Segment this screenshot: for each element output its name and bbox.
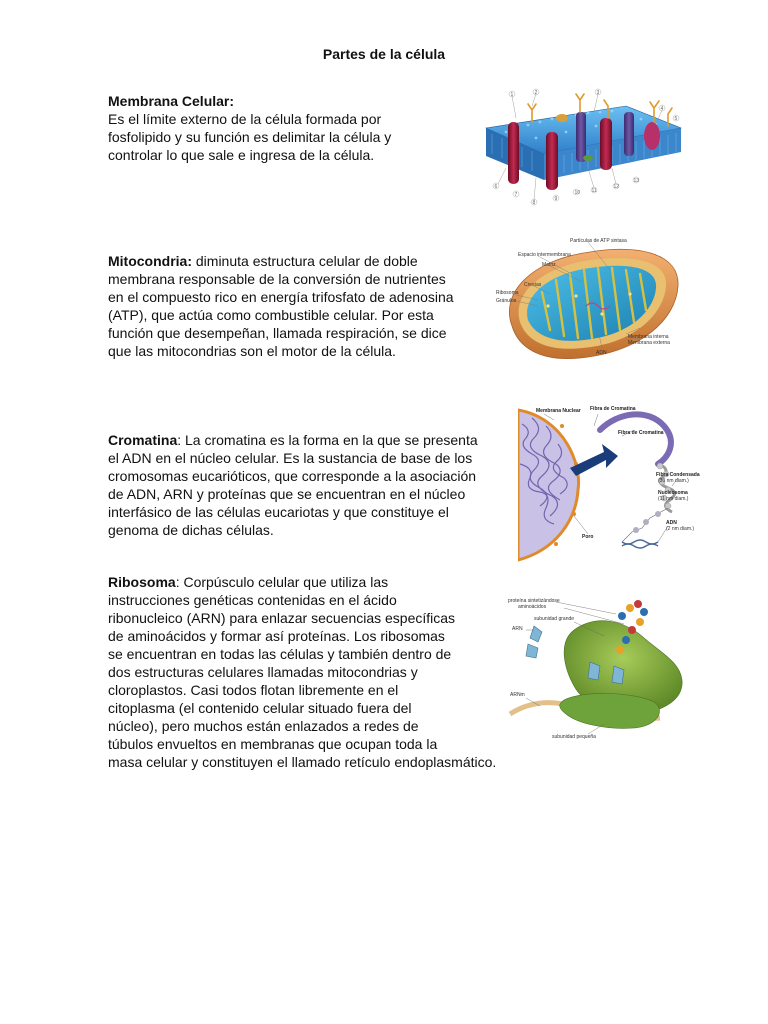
section-mitocondria [108,252,454,360]
mitochondria-illustration [490,234,690,366]
svg-text:4: 4 [660,106,664,112]
section-text: Es el límite externo de la célula formada por fosfolipido y su función es delimitar la célula y controlar lo que sale e ingresa de la célula. [108,111,392,163]
svg-text:1: 1 [510,92,514,98]
svg-text:10: 10 [574,190,581,196]
section-ribosoma [108,573,496,771]
membrane-protein [508,122,519,184]
svg-text:Fibra de Cromatina: Fibra de Cromatina [618,430,664,436]
svg-text:Espacio intermembrana: Espacio intermembrana [518,252,571,258]
svg-text:6: 6 [494,184,498,190]
svg-text:7: 7 [514,192,518,198]
svg-text:Fibra de Cromatina: Fibra de Cromatina [590,406,636,412]
section-text: : La cromatina es la forma en la que se presenta el ADN en el núcleo celular. Es la sustancia de base de los cromosomas eucarióticos, que corresponde a la asociación de ADN, ARN y proteínas que se encuentran en el núcleo interfásico de las células eucariotas y que constituye el genoma de dichas células. [108,432,478,538]
svg-text:Membrana interna: Membrana interna [628,334,669,340]
svg-text:Nucleosoma: Nucleosoma [658,490,688,496]
svg-text:(30 nm diam.): (30 nm diam.) [658,478,689,484]
svg-text:subunidad pequeña: subunidad pequeña [552,734,596,740]
section-membrana [108,92,391,164]
membrane-illustration [476,88,688,216]
svg-text:Gránulos: Gránulos [496,298,517,304]
section-heading: Ribosoma [108,574,176,590]
svg-text:12: 12 [613,184,620,190]
svg-text:subunidad grande: subunidad grande [534,616,575,622]
section-text: : Corpúsculo celular que utiliza las instrucciones genéticas contenidas en el ácido ribonucleico (ARN) para enlazar secuencias específicas de aminoácidos y formar así proteínas. Los ribosomas se encuentran en todas las células y también dentro de dos estructuras celulares llamadas mitocondrias y cloroplastos. Casi todos flotan libremente en el citoplasma (el contenido celular situado fuera del núcleo), pero muchos están enlazados a redes de túbulos envueltos en membranas que ocupan toda la masa celular y constituyen el llamado retículo endoplasmático. [108,574,497,770]
svg-text:Matriz: Matriz [542,262,556,268]
svg-text:Poro: Poro [582,534,594,540]
svg-text:(11 nm diam.): (11 nm diam.) [658,496,689,502]
svg-text:ADN: ADN [666,520,677,526]
svg-text:2: 2 [534,90,538,96]
svg-text:3: 3 [596,90,600,96]
svg-text:Membrana externa: Membrana externa [628,340,670,346]
section-heading: Membrana Celular: [108,93,235,109]
svg-text:13: 13 [633,178,640,184]
svg-text:Membrana Nuclear: Membrana Nuclear [536,408,581,414]
section-cromatina [108,431,478,539]
svg-text:ADN: ADN [596,350,607,356]
svg-text:9: 9 [554,196,558,202]
svg-text:5: 5 [674,116,678,122]
svg-text:8: 8 [532,200,536,206]
section-text: diminuta estructura celular de doble membrana responsable de la conversión de nutrientes en el compuesto rico en energía trifosfato de adenosina (ATP), que actúa como combustible celular. Por esta función que desempeñan, llamada respiración, se dice que las mitocondrias son el motor de la célula. [108,253,454,359]
svg-text:Ribosoma: Ribosoma [496,290,519,296]
section-heading: Mitocondria: [108,253,192,269]
svg-text:11: 11 [591,188,597,194]
svg-text:Fibra Condensada: Fibra Condensada [656,472,700,478]
svg-text:ARN: ARN [512,626,523,632]
svg-text:(2 nm diam.): (2 nm diam.) [666,526,695,532]
svg-text:aminoácidos: aminoácidos [518,604,547,610]
svg-text:proteína sintetizándose: proteína sintetizándose [508,598,560,604]
section-heading: Cromatina [108,432,178,448]
ribosome-illustration [504,596,704,742]
page-title: Partes de la célula [322,46,446,62]
svg-text:Partículas de ATP sintasa: Partículas de ATP sintasa [570,238,627,244]
svg-text:ARNm: ARNm [510,692,525,698]
chromatin-illustration [518,404,704,564]
svg-text:Crestas: Crestas [524,282,542,288]
